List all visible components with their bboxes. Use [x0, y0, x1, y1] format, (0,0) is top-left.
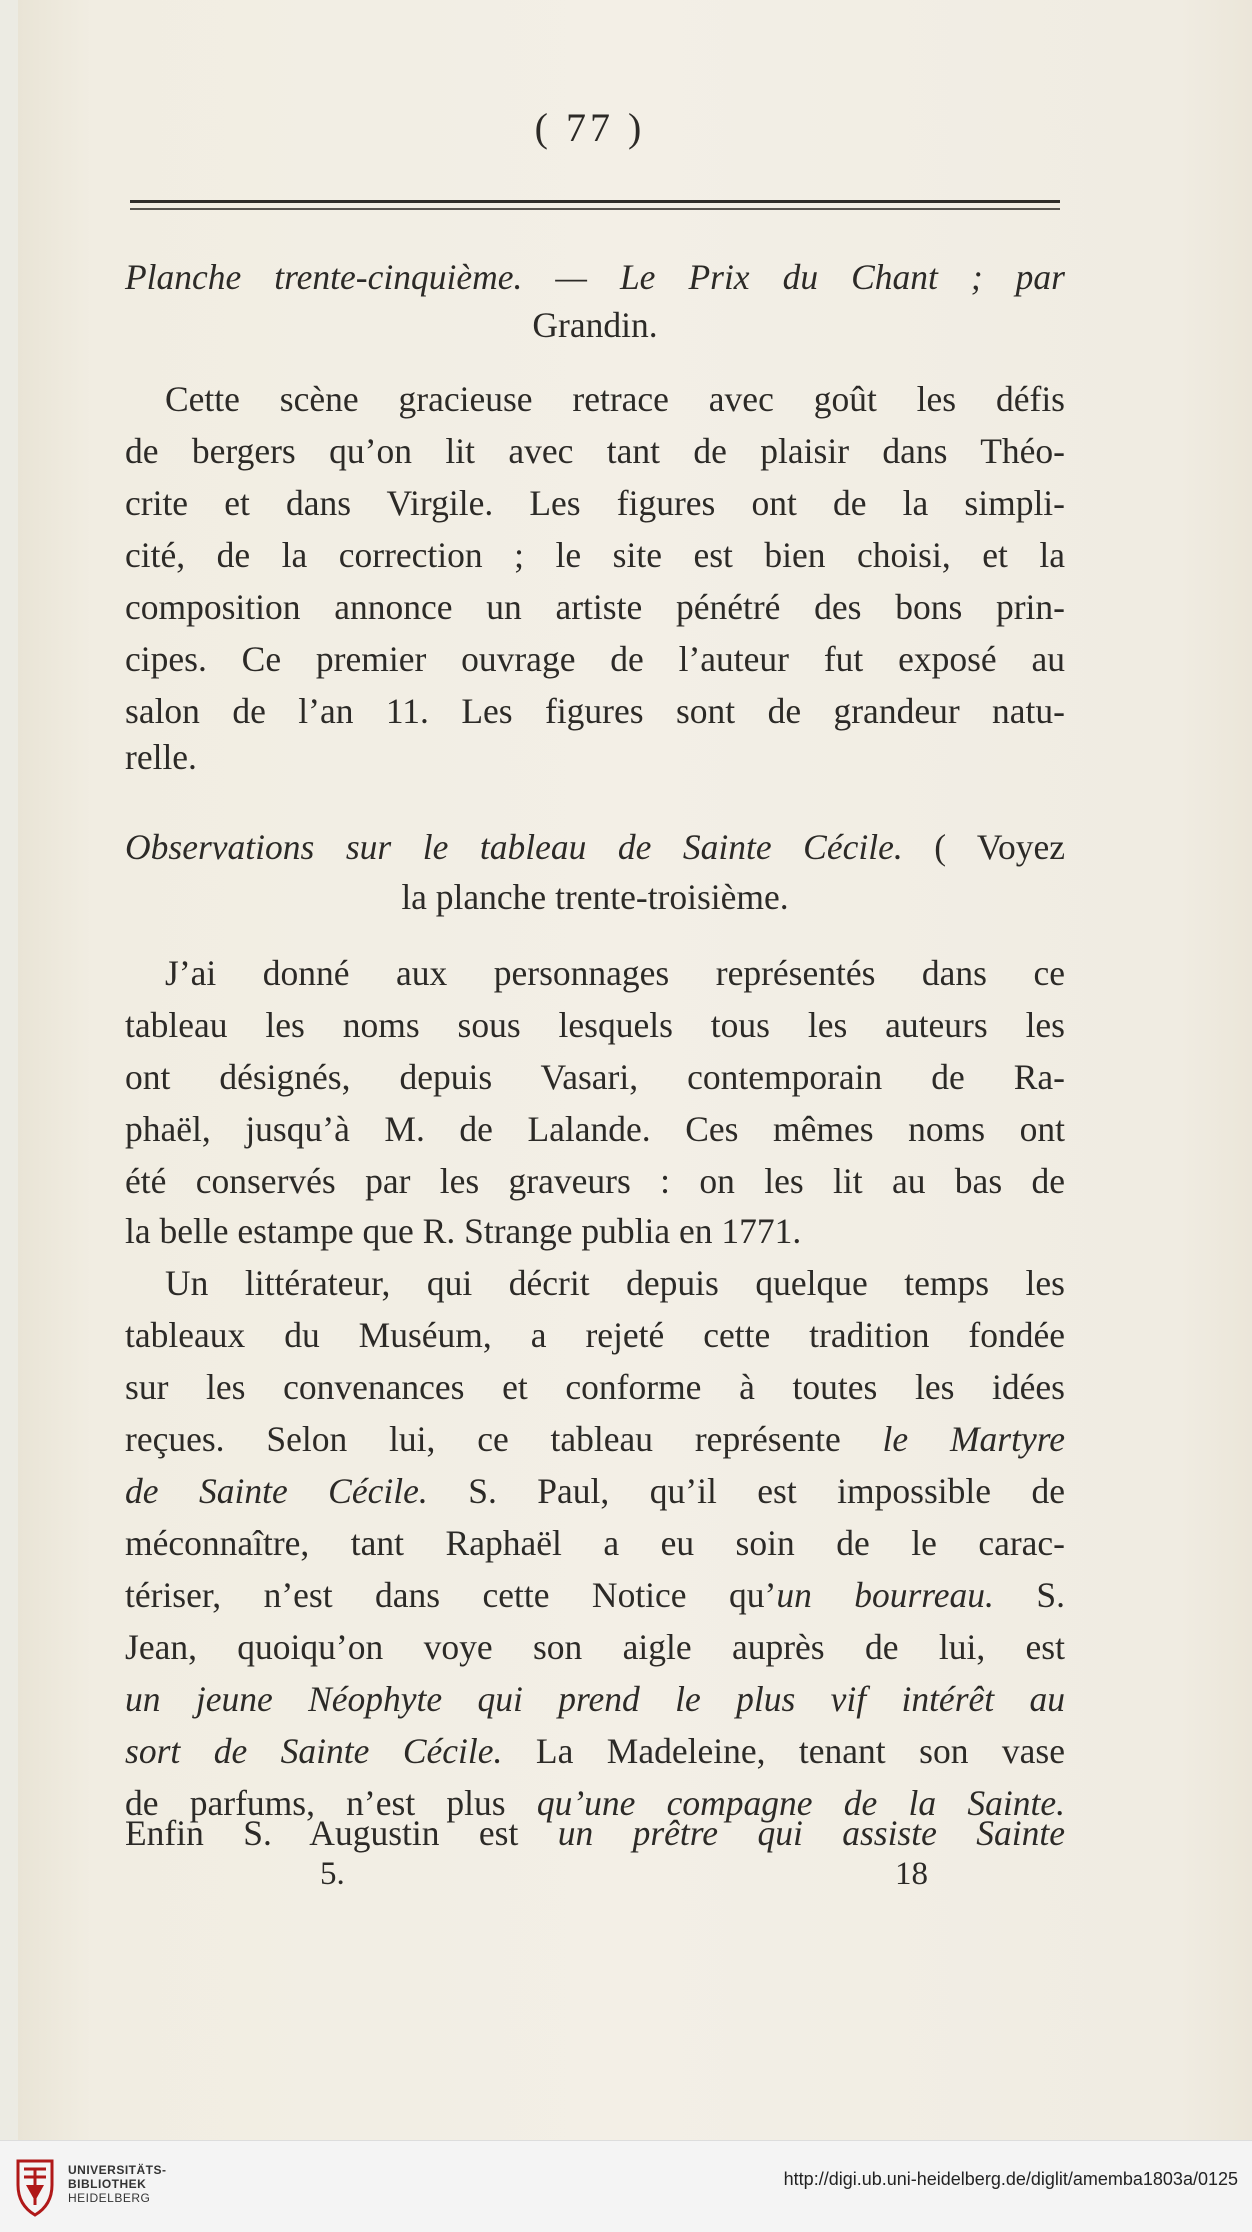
document-url-link[interactable]: http://digi.ub.uni-heidelberg.de/diglit/amemba1803a/0125 — [783, 2169, 1238, 2189]
text-run: La Madeleine, tenant son vase — [502, 1731, 1065, 1771]
text-line: tableau les noms sous lesquels tous les auteurs les — [125, 1005, 1065, 1045]
text-line — [125, 1808, 1065, 1858]
library-name-line: BIBLIOTHEK — [68, 2177, 147, 2191]
observations-heading-ref: ( Voyez — [902, 827, 1065, 867]
text-line: méconnaître, tant Raphaël a eu soin de le carac- — [125, 1523, 1065, 1563]
text-line: J’ai donné aux personnages représentés dans ce — [165, 953, 1065, 993]
library-name-line: UNIVERSITÄTS- — [68, 2163, 167, 2177]
text-run: Enfin S. Augustin est — [125, 1813, 558, 1853]
text-line: ont désignés, depuis Vasari, contemporain de Ra- — [125, 1057, 1065, 1097]
header-rule-thin — [130, 208, 1060, 210]
text-run: S. Paul, qu’il est impossible de — [427, 1471, 1065, 1511]
text-line: relle. — [125, 737, 197, 777]
text-run-italic: de Sainte Cécile. — [125, 1471, 428, 1511]
plate-heading-artist: Grandin. — [532, 305, 658, 345]
observations-heading-title: Observations sur le tableau de Sainte Cécile. — [125, 827, 903, 867]
text-line: tableaux du Muséum, a rejeté cette tradition fondée — [125, 1315, 1065, 1355]
text-line: salon de l’an 11. Les figures sont de grandeur natu- — [125, 691, 1065, 731]
library-name-line: HEIDELBERG — [68, 2191, 151, 2205]
text-run: S. — [993, 1575, 1065, 1615]
text-run: tériser, n’est dans cette Notice qu’ — [125, 1575, 777, 1615]
library-name — [68, 2163, 167, 2205]
header-rule — [130, 200, 1060, 203]
text-line: sur les convenances et conforme à toutes les idées — [125, 1367, 1065, 1407]
text-run-italic: un bourreau. — [776, 1575, 994, 1615]
text-run-italic: le Martyre — [882, 1419, 1065, 1459]
text-line: crite et dans Virgile. Les figures ont de la simpli- — [125, 483, 1065, 523]
university-seal-icon — [14, 2155, 56, 2219]
text-line: de bergers qu’on lit avec tant de plaisir dans Théo- — [125, 431, 1065, 471]
text-line-italic: un jeune Néophyte qui prend le plus vif intérêt au — [125, 1679, 1065, 1719]
observations-heading — [125, 822, 1065, 872]
plate-heading: Planche trente-cinquième. — Le Prix du Chant ; par — [125, 257, 1065, 297]
text-line — [125, 1570, 1065, 1620]
text-line — [125, 1414, 1065, 1464]
text-line: la belle estampe que R. Strange publia en 1771. — [125, 1211, 802, 1251]
text-line: phaël, jusqu’à M. de Lalande. Ces mêmes noms ont — [125, 1109, 1065, 1149]
text-run-italic: sort de Sainte Cécile. — [125, 1731, 503, 1771]
text-line: été conservés par les graveurs : on les lit au bas de — [125, 1161, 1065, 1201]
text-line: Un littérateur, qui décrit depuis quelque temps les — [165, 1263, 1065, 1303]
observations-heading-plate: la planche trente-troisième. — [401, 877, 789, 917]
text-line — [125, 1726, 1065, 1776]
text-run: reçues. Selon lui, ce tableau représente — [125, 1419, 883, 1459]
text-run-italic: qu’une compagne de la Sainte. — [536, 1783, 1065, 1823]
text-line: Jean, quoiqu’on voye son aigle auprès de lui, est — [125, 1627, 1065, 1667]
page-number: ( 77 ) — [534, 105, 646, 150]
signature-mark: 5. — [320, 1856, 345, 1892]
text-line — [125, 1466, 1065, 1516]
text-run: de parfums, n’est plus — [125, 1783, 537, 1823]
text-run-italic: un prêtre qui assiste Sainte — [557, 1813, 1065, 1853]
text-line: cité, de la correction ; le site est bien choisi, et la — [125, 535, 1065, 575]
text-line: composition annonce un artiste pénétré des bons prin- — [125, 587, 1065, 627]
text-line: cipes. Ce premier ouvrage de l’auteur fut exposé au — [125, 639, 1065, 679]
signature-number: 18 — [895, 1856, 928, 1892]
text-line: Cette scène gracieuse retrace avec goût les défis — [165, 379, 1065, 419]
